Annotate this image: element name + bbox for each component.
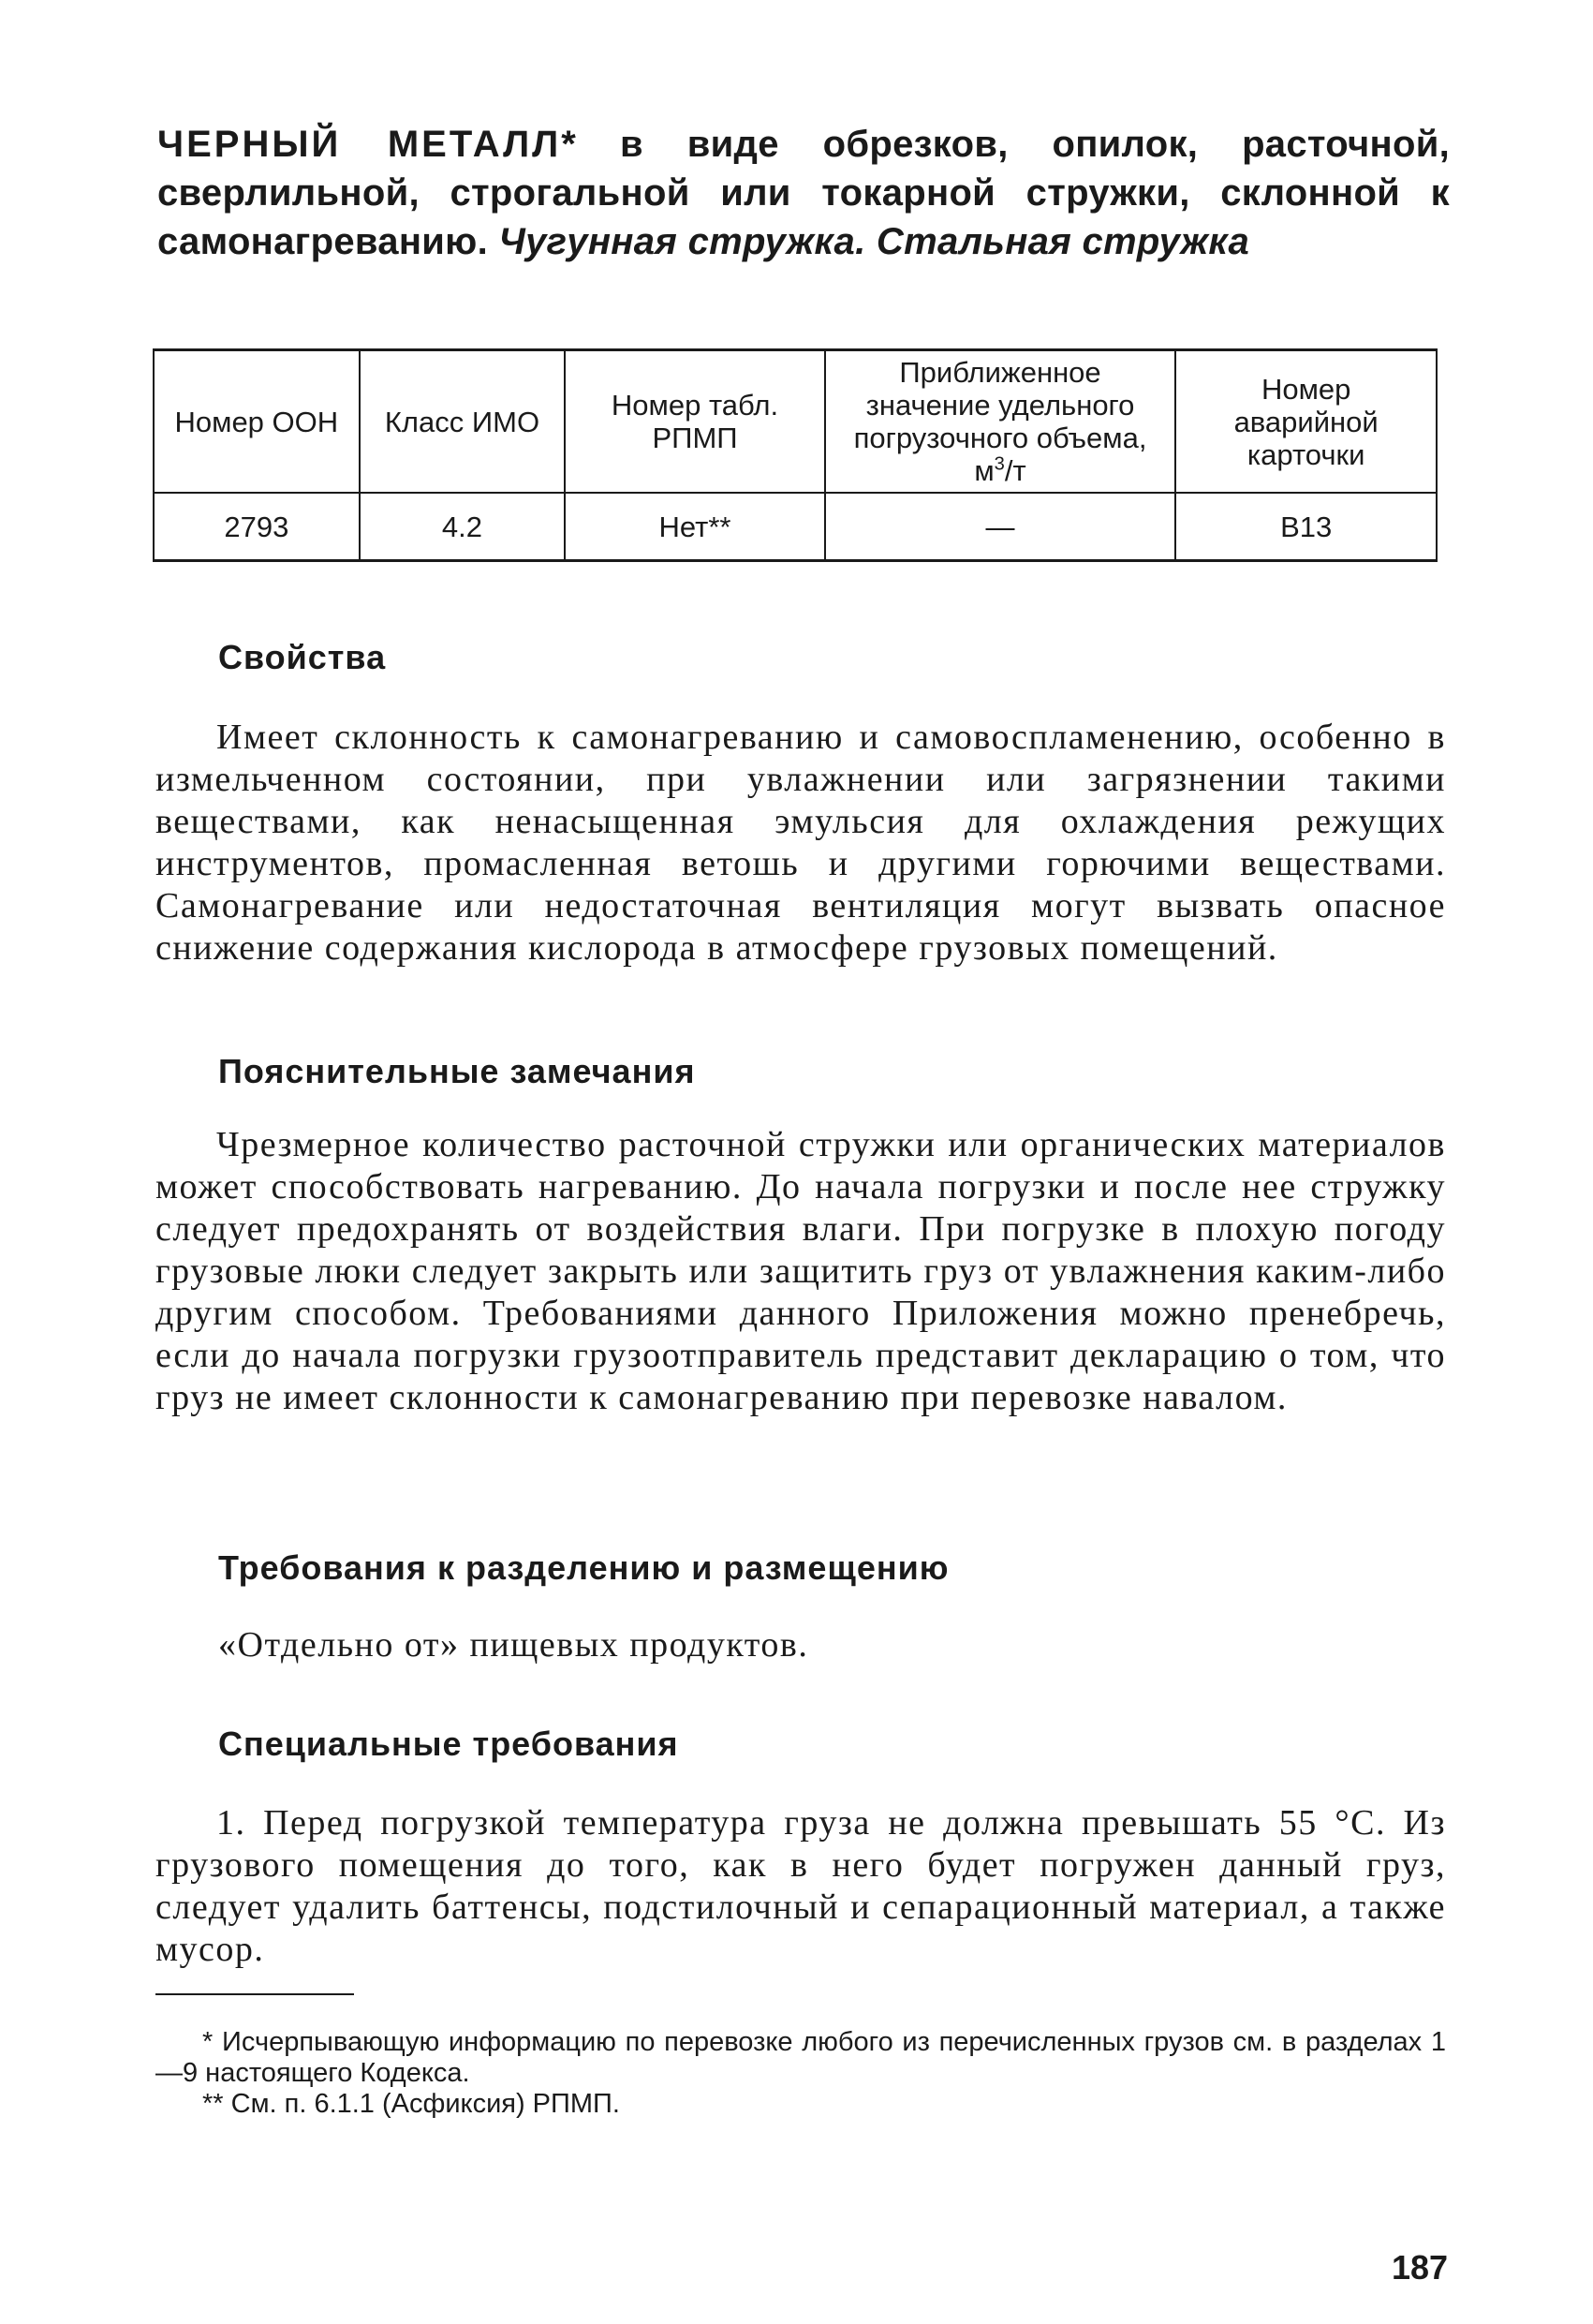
cell-un-number: 2793 — [154, 493, 360, 561]
header-table-number: Номер табл. РПМП — [565, 350, 824, 494]
footnote-divider — [155, 1993, 354, 1995]
cargo-name: ЧЕРНЫЙ МЕТАЛЛ — [157, 124, 562, 165]
header-emergency-card: Номер аварийной карточки — [1175, 350, 1437, 494]
table-row — [154, 493, 1437, 561]
section-title-properties: Свойства — [218, 638, 387, 676]
table-header-row — [154, 350, 1437, 494]
cargo-properties-table-wrap — [153, 348, 1438, 562]
cell-stowage-factor: — — [825, 493, 1176, 561]
section-text-properties: Имеет склонность к самонагреванию и самовоспламенению, особенно в измельченном состоянии, при увлажнении или загрязнении такими веществами, как ненасыщенная эмульсия для охлаждения режущих инструментов, промасленная ветошь и другими горючими веществами. Самонагревание или недостаточная вентиляция могут вызвать опасное снижение содержания кислорода в атмосфере грузовых помещений. — [155, 718, 1446, 968]
footnote-2: ** См. п. 6.1.1 (Асфиксия) РПМП. — [202, 2089, 620, 2119]
header-un-number: Номер ООН — [154, 350, 360, 494]
section-text-segregation: «Отдельно от» пищевых продуктов. — [218, 1625, 809, 1665]
page-number: 187 — [1392, 2248, 1449, 2287]
section-text-special: 1. Перед погрузкой температура груза не должна превышать 55 °С. Из грузового помещения до того, как в него будет погружен данный груз, следует удалить баттенсы, подстилочный и сепарационный материал, а также мусор. — [155, 1803, 1446, 1969]
section-title-special: Специальные требования — [218, 1724, 679, 1763]
section-title-notes: Пояснительные замечания — [218, 1052, 696, 1090]
header-imo-class: Класс ИМО — [360, 350, 566, 494]
heading-description: в виде обрезков, опилок, расточной, сверлильной, строгальной или токарной стружки, склонной к самонагреванию. — [157, 124, 1451, 262]
footnote-1: * Исчерпывающую информацию по перевозке любого из перечисленных грузов см. в разделах 1—9 настоящего Кодекса. — [155, 2027, 1446, 2088]
header-stowage-factor-text: Приближенное значение удельного погрузочного объема, м — [853, 356, 1147, 487]
header-stowage-factor — [825, 350, 1176, 494]
cell-emergency-card: В13 — [1175, 493, 1437, 561]
section-title-segregation: Требования к разделению и размещению — [218, 1548, 950, 1587]
section-text-notes: Чрезмерное количество расточной стружки или органических материалов может способствовать нагреванию. До начала погрузки и после нее стружку следует предохранять от воздействия влаги. При погрузке в плохую погоду грузовые люки следует закрыть или защитить груз от увлажнения каким-либо другим способом. Требованиями данного Приложения можно пренебречь, если до начала погрузки грузоотправитель представит декларацию о том, что груз не имеет склонности к самонагреванию при перевозке навалом. — [155, 1125, 1446, 1417]
header-unit-superscript: 3 — [994, 453, 1005, 475]
cell-imo-class: 4.2 — [360, 493, 566, 561]
heading-asterisk: * — [561, 124, 577, 165]
cargo-heading — [157, 120, 1450, 266]
footnotes — [155, 2027, 1446, 2120]
header-unit-tail: /т — [1004, 454, 1026, 487]
cell-table-number: Нет** — [565, 493, 824, 561]
heading-italic-subtitle: Чугунная стружка. Стальная стружка — [488, 221, 1250, 262]
cargo-properties-table — [153, 348, 1438, 562]
